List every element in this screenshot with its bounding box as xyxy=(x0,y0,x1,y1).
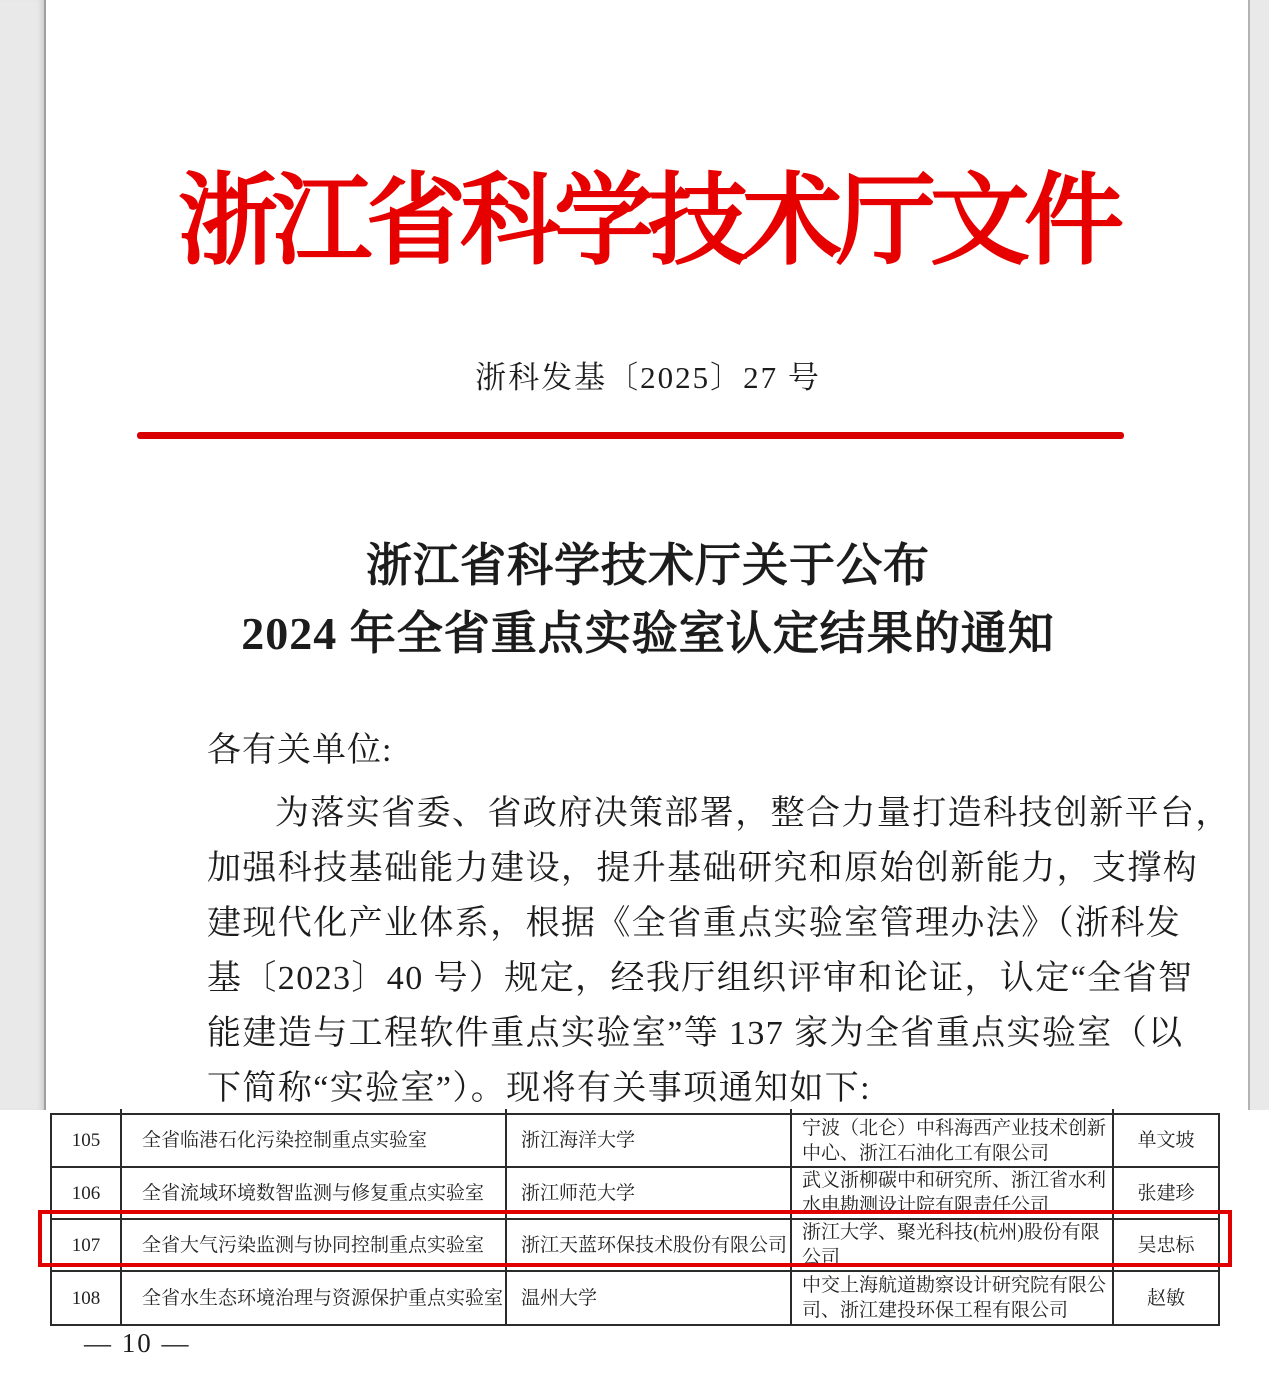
table-snippet xyxy=(0,1110,1269,1386)
body-line: 为落实省委、省政府决策部署，整合力量打造科技创新平台， xyxy=(275,795,1231,832)
cell-no: 108 xyxy=(51,1271,121,1325)
cell-host: 温州大学 xyxy=(506,1271,791,1325)
table-row xyxy=(51,1114,1219,1167)
cell-lab: 全省水生态环境治理与资源保护重点实验室 xyxy=(121,1271,506,1325)
document-number: 浙科发基〔2025〕27 号 xyxy=(475,360,821,395)
body-line: 能建造与工程软件重点实验室”等 137 家为全省重点实验室（以 xyxy=(207,1015,1184,1052)
salutation: 各有关单位: xyxy=(207,732,393,769)
cell-director: 单文坡 xyxy=(1113,1114,1219,1167)
cell-partners: 浙江大学、聚光科技(杭州)股份有限公司 xyxy=(791,1219,1113,1271)
cell-no: 106 xyxy=(51,1167,121,1219)
body-line: 下简称“实验室”）。现将有关事项通知如下: xyxy=(207,1070,872,1107)
cell-partners: 中交上海航道勘察设计研究院有限公司、浙江建投环保工程有限公司 xyxy=(791,1271,1113,1325)
cell-partners: 武义浙柳碳中和研究所、浙江省水利水电勘测设计院有限责任公司 xyxy=(791,1167,1113,1219)
cell-director: 张建珍 xyxy=(1113,1167,1219,1219)
document-page xyxy=(48,0,1248,1110)
table-gridline-stub xyxy=(505,1109,507,1116)
viewer-margin-right xyxy=(1248,0,1269,1110)
notice-title-line1: 浙江省科学技术厅关于公布 xyxy=(366,540,930,591)
cell-no: 107 xyxy=(51,1219,121,1271)
table-gridline-stub xyxy=(120,1109,122,1116)
table-gridline-stub xyxy=(790,1109,792,1116)
agency-banner-title: 浙江省科学技术厅文件 xyxy=(178,166,1118,277)
table-row-highlighted xyxy=(51,1219,1219,1271)
body-line: 建现代化产业体系，根据《全省重点实验室管理办法》（浙科发 xyxy=(207,905,1182,942)
cell-host: 浙江师范大学 xyxy=(506,1167,791,1219)
laboratory-table xyxy=(50,1113,1220,1326)
cell-host: 浙江天蓝环保技术股份有限公司 xyxy=(506,1219,791,1271)
cell-director: 吴忠标 xyxy=(1113,1219,1219,1271)
cell-host: 浙江海洋大学 xyxy=(506,1114,791,1167)
cell-director: 赵敏 xyxy=(1113,1271,1219,1325)
table-gridline-stub xyxy=(1112,1109,1114,1116)
body-line: 加强科技基础能力建设，提升基础研究和原始创新能力，支撑构 xyxy=(207,850,1199,887)
cell-no: 105 xyxy=(51,1114,121,1167)
body-line: 基〔2023〕40 号）规定，经我厅组织评审和论证，认定“全省智 xyxy=(207,960,1194,997)
cell-lab: 全省流域环境数智监测与修复重点实验室 xyxy=(121,1167,506,1219)
viewer-margin-left xyxy=(0,0,46,1110)
page-number: — 10 — xyxy=(84,1328,191,1358)
table-row xyxy=(51,1271,1219,1325)
cell-partners: 宁波（北仑）中科海西产业技术创新中心、浙江石油化工有限公司 xyxy=(791,1114,1113,1167)
notice-title-line2: 2024 年全省重点实验室认定结果的通知 xyxy=(241,608,1055,659)
table-row xyxy=(51,1167,1219,1219)
cell-lab: 全省临港石化污染控制重点实验室 xyxy=(121,1114,506,1167)
cell-lab: 全省大气污染监测与协同控制重点实验室 xyxy=(121,1219,506,1271)
red-divider-line xyxy=(137,432,1124,439)
